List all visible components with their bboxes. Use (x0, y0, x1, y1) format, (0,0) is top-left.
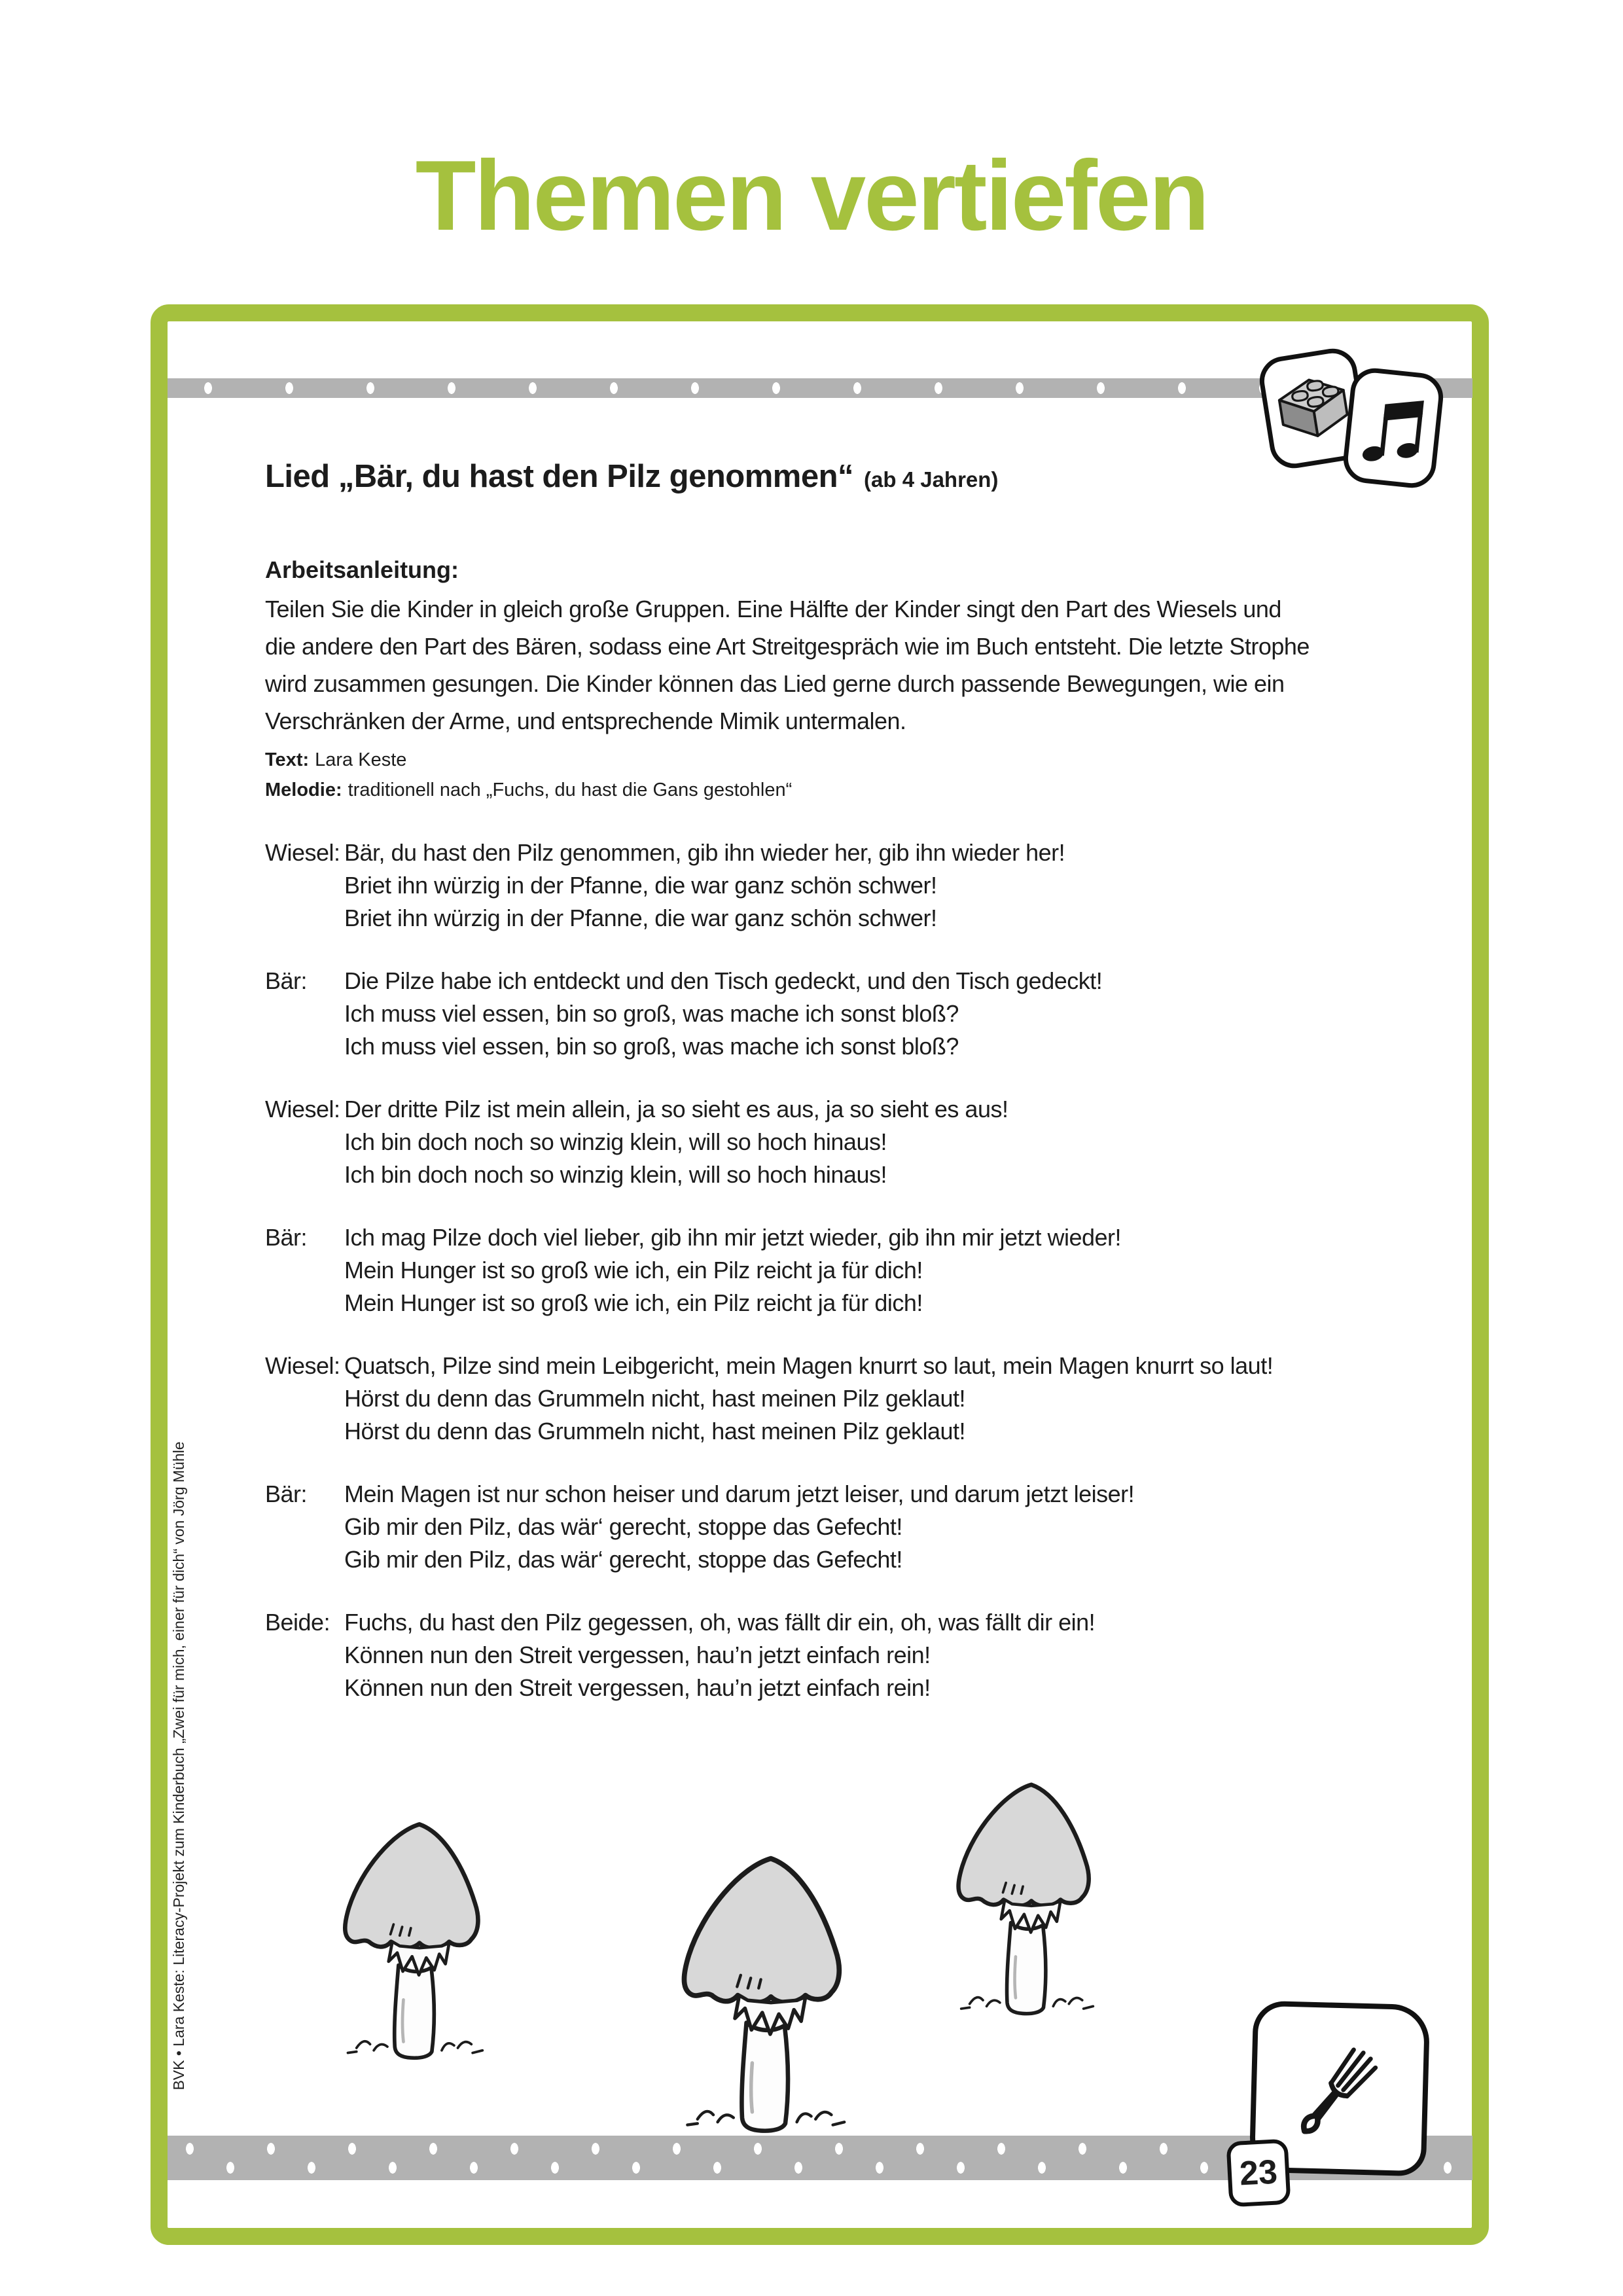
page-number: 23 (1238, 2153, 1279, 2193)
verse-line: Ich bin doch noch so winzig klein, will so hoch hinaus! (344, 1128, 887, 1155)
fork-icon (1262, 2011, 1417, 2166)
verse-line: Hörst du denn das Grummeln nicht, hast meinen Pilz geklaut! (344, 1385, 965, 1412)
verse-1 (265, 836, 1273, 935)
verse-line: Mein Hunger ist so groß wie ich, ein Pilz reicht ja für dich! (344, 1257, 923, 1283)
verse-3 (265, 1093, 1273, 1191)
verse-line: Bär, du hast den Pilz genommen, gib ihn wieder her, gib ihn wieder her! (344, 839, 1065, 866)
verse-speaker: Bär: (265, 1480, 308, 1507)
verse-speaker: Bär: (265, 967, 308, 994)
melody-credit-value: traditionell nach „Fuchs, du hast die Gans gestohlen“ (348, 780, 793, 800)
verse-6 (265, 1478, 1273, 1576)
verse-4 (265, 1221, 1273, 1319)
page-title: Themen vertiefen (415, 140, 1208, 251)
verse-speaker: Wiesel: (265, 1352, 340, 1379)
instructions-paragraph (265, 590, 1310, 740)
verse-line: Hörst du denn das Grummeln nicht, hast meinen Pilz geklaut! (344, 1418, 965, 1444)
verse-speaker: Wiesel: (265, 1096, 340, 1122)
mushroom-illustration (656, 1847, 886, 2135)
verse-line: Können nun den Streit vergessen, hau’n jetzt einfach rein! (344, 1674, 931, 1701)
verse-line: Mein Magen ist nur schon heiser und darum jetzt leiser, und darum jetzt leiser! (344, 1480, 1135, 1507)
text-credit (265, 745, 792, 775)
song-lyrics (265, 836, 1273, 1734)
verse-line: Briet ihn würzig in der Pfanne, die war ganz schön schwer! (344, 872, 937, 899)
verse-line: Ich bin doch noch so winzig klein, will so hoch hinaus! (344, 1161, 887, 1188)
instructions-line: wird zusammen gesungen. Die Kinder können das Lied gerne durch passende Bewegungen, wie ein (265, 670, 1285, 697)
verse-line: Quatsch, Pilze sind mein Leibgericht, mein Magen knurrt so laut, mein Magen knurrt so laut! (344, 1352, 1274, 1379)
verse-line: Die Pilze habe ich entdeckt und den Tisch gedeckt, und den Tisch gedeckt! (344, 967, 1103, 994)
verse-line: Gib mir den Pilz, das wär‘ gerecht, stoppe das Gefecht! (344, 1546, 902, 1573)
verse-line: Mein Hunger ist so groß wie ich, ein Pilz reicht ja für dich! (344, 1289, 923, 1316)
song-title: Lied „Bär, du hast den Pilz genommen“ (265, 459, 854, 494)
verse-speaker: Bär: (265, 1224, 308, 1251)
verse-speaker: Wiesel: (265, 839, 340, 866)
verse-5 (265, 1350, 1273, 1448)
music-badge (1341, 366, 1446, 490)
sidebar-credit: BVK • Lara Keste: Literacy-Projekt zum Kinderbuch „Zwei für mich, einer für dich“ von Jörg Mühle (170, 1441, 187, 2090)
song-age-note: (ab 4 Jahren) (864, 467, 999, 492)
verse-line: Ich mag Pilze doch viel lieber, gib ihn mir jetzt wieder, gib ihn mir jetzt wieder! (344, 1224, 1122, 1251)
instructions-line: Teilen Sie die Kinder in gleich große Gruppen. Eine Hälfte der Kinder singt den Part des Wiesels und (265, 596, 1281, 622)
instructions-line: Verschränken der Arme, und entsprechende Mimik untermalen. (265, 708, 906, 734)
melody-credit-label: Melodie: (265, 780, 342, 800)
text-credit-value: Lara Keste (315, 749, 407, 770)
song-credits (265, 745, 792, 805)
page-number-badge (1226, 2139, 1291, 2208)
melody-credit (265, 775, 792, 805)
verse-line: Briet ihn würzig in der Pfanne, die war ganz schön schwer! (344, 905, 937, 931)
verse-line: Ich muss viel essen, bin so groß, was mache ich sonst bloß? (344, 1033, 959, 1060)
verse-line: Fuchs, du hast den Pilz gegessen, oh, was fällt dir ein, oh, was fällt dir ein! (344, 1609, 1096, 1636)
music-notes-icon (1355, 384, 1432, 473)
verse-line: Ich muss viel essen, bin so groß, was mache ich sonst bloß? (344, 1000, 959, 1027)
verse-line: Der dritte Pilz ist mein allein, ja so sieht es aus, ja so sieht es aus! (344, 1096, 1008, 1122)
text-credit-label: Text: (265, 749, 310, 770)
mushroom-illustration (321, 1814, 518, 2062)
verse-line: Gib mir den Pilz, das wär‘ gerecht, stoppe das Gefecht! (344, 1513, 902, 1540)
mushroom-illustration (935, 1775, 1128, 2017)
verse-7 (265, 1606, 1273, 1704)
song-heading (265, 458, 998, 495)
instructions-line: die andere den Part des Bären, sodass eine Art Streitgespräch wie im Buch entsteht. Die letzte Strophe (265, 633, 1310, 660)
instructions-label: Arbeitsanleitung: (265, 556, 459, 583)
building-brick-icon (1270, 366, 1357, 450)
verse-speaker: Beide: (265, 1609, 330, 1636)
verse-line: Können nun den Streit vergessen, hau’n jetzt einfach rein! (344, 1641, 931, 1668)
verse-2 (265, 965, 1273, 1063)
